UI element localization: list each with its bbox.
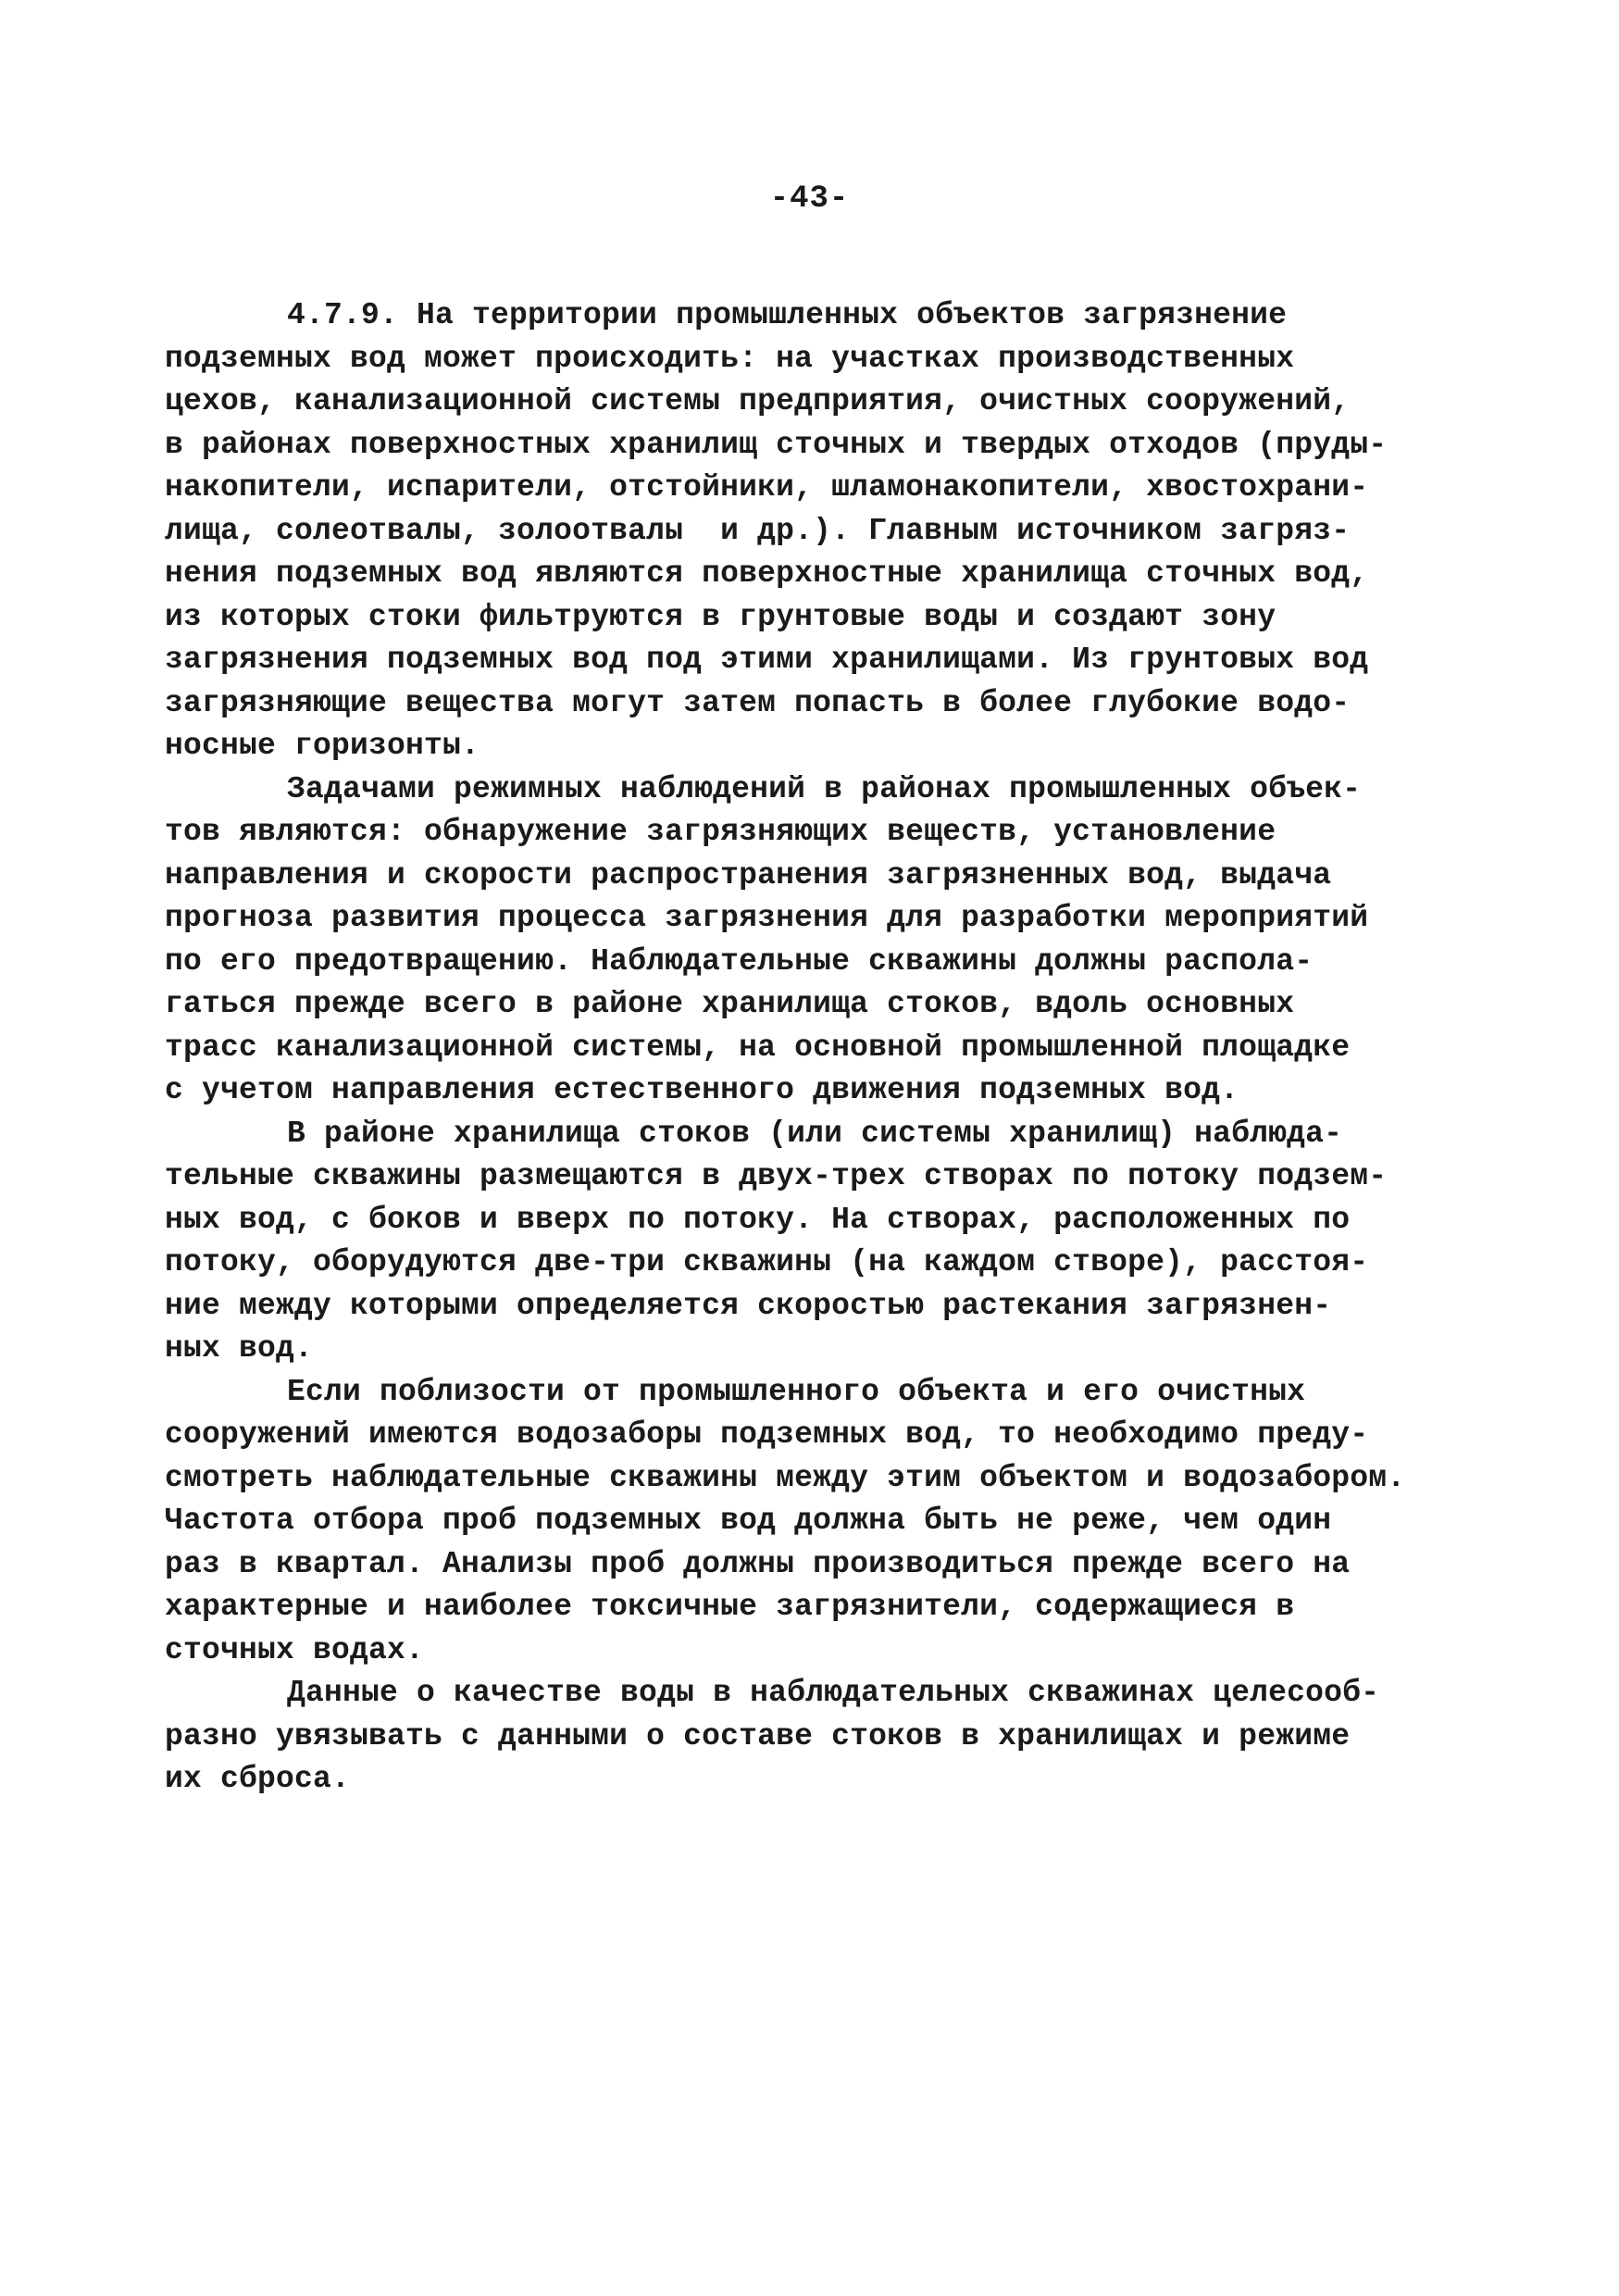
text-line: с учетом направления естественного движения подземных вод. [165, 1073, 1239, 1107]
text-line: лища, солеотвалы, золоотвалы и др.). Главным источником загряз- [165, 513, 1351, 548]
text-line: Частота отбора проб подземных вод должна быть не реже, чем один [165, 1504, 1332, 1538]
text-line: тельные скважины размещаются в двух-трех створах по потоку подзем- [165, 1159, 1388, 1193]
paragraph [165, 294, 1461, 768]
text-line: 4.7.9. На территории промышленных объектов загрязнение [287, 298, 1288, 332]
text-line: характерные и наиболее токсичные загрязнители, содержащиеся в [165, 1590, 1295, 1624]
text-line: по его предотвращению. Наблюдательные скважины должны распола- [165, 943, 1314, 979]
text-line: смотреть наблюдательные скважины между этим объектом и водозабором. [165, 1460, 1406, 1495]
paragraph [165, 768, 1461, 1113]
text-line: потоку, оборудуются две-три скважины (на каждом створе), расстоя- [165, 1245, 1369, 1279]
text-line: цехов, канализационной системы предприятия, очистных сооружений, [165, 384, 1351, 418]
text-line: Задачами режимных наблюдений в районах промышленных объек- [287, 771, 1362, 806]
text-line: ние между которыми определяется скоростью растекания загрязнен- [165, 1288, 1332, 1323]
text-line: сооружений имеются водозаборы подземных вод, то необходимо преду- [165, 1417, 1369, 1452]
text-line: раз в квартал. Анализы проб должны производиться прежде всего на [165, 1546, 1351, 1581]
text-line: прогноза развития процесса загрязнения для разработки мероприятий [165, 901, 1369, 935]
text-line: тов являются: обнаружение загрязняющих веществ, установление [165, 815, 1277, 849]
body-text [165, 294, 1461, 1802]
text-line: из которых стоки фильтруются в грунтовые воды и создают зону [165, 599, 1277, 634]
text-line: загрязнения подземных вод под этими хранилищами. Из грунтовых вод [165, 643, 1369, 677]
text-line: гаться прежде всего в районе хранилища стоков, вдоль основных [165, 987, 1295, 1021]
text-line: ных вод. [165, 1331, 314, 1366]
text-line: сточных водах. [165, 1632, 425, 1667]
text-line: Если поблизости от промышленного объекта и его очистных [287, 1374, 1306, 1409]
paragraph [165, 1371, 1461, 1673]
text-line: Данные о качестве воды в наблюдательных скважинах целесооб- [287, 1676, 1380, 1710]
text-line: ных вод, с боков и вверх по потоку. На створах, расположенных по [165, 1202, 1351, 1237]
text-line: накопители, испарители, отстойники, шламонакопители, хвостохрани- [165, 470, 1369, 505]
text-line: в районах поверхностных хранилищ сточных и твердых отходов (пруды- [165, 427, 1388, 462]
text-line: загрязняющие вещества могут затем попасть в более глубокие водо- [165, 685, 1351, 720]
text-line: В районе хранилища стоков (или системы хранилищ) наблюда- [287, 1116, 1343, 1151]
paragraph [165, 1113, 1461, 1371]
text-line: подземных вод может происходить: на участках производственных [165, 341, 1295, 376]
paragraph [165, 1672, 1461, 1802]
text-line: направления и скорости распространения загрязненных вод, выдача [165, 857, 1332, 892]
text-line: их сброса. [165, 1762, 351, 1796]
text-line: нения подземных вод являются поверхностные хранилища сточных вод, [165, 556, 1369, 591]
text-line: разно увязывать с данными о составе стоков в хранилищах и режиме [165, 1718, 1351, 1753]
text-line: трасс канализационной системы, на основной промышленной площадке [165, 1029, 1351, 1065]
page-number: -43- [769, 181, 850, 217]
text-line: носные горизонты. [165, 729, 480, 763]
